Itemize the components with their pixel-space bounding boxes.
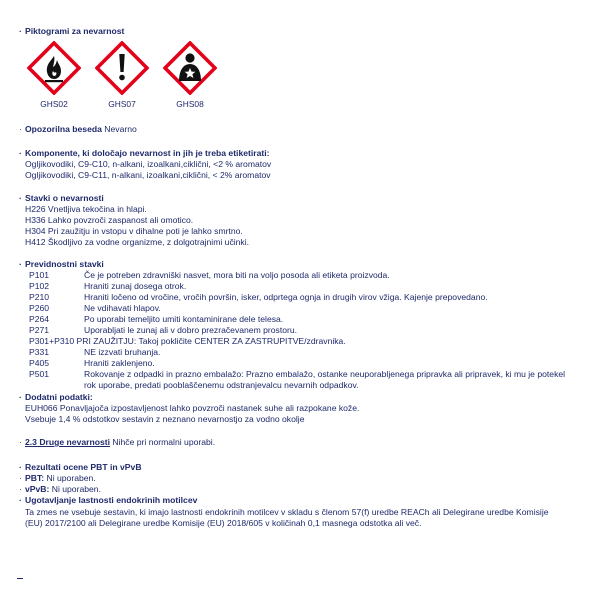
hazard-line: H412 Škodljivo za vodne organizme, z dolgotrajnimi učinki. xyxy=(25,237,250,247)
endocrine-heading: · Ugotavljanje lastnosti endokrinih motilcev xyxy=(19,495,198,505)
endocrine-line: Ta zmes ne vsebuje sestavin, ki imajo lastnosti endokrinih motilcev v skladu s členom 57(f) uredbe REACh ali Delegirane uredbe Komisije xyxy=(25,507,549,517)
health-hazard-icon xyxy=(163,41,217,95)
precaution-heading: · Previdnostni stavki xyxy=(19,259,104,269)
vpvb-line: · vPvB: Ni uporaben. xyxy=(19,484,101,494)
exclamation-icon xyxy=(95,41,149,95)
endocrine-line: (EU) 2017/2100 ali Delegirane uredbe Komisije (EU) 2018/605 v količinah 0,1 masnega odstotka ali več. xyxy=(25,518,422,528)
pictogram-row xyxy=(27,41,591,110)
pictograms-heading: · Piktogrami za nevarnost xyxy=(19,26,125,36)
precaution-row: P102 Hraniti zunaj dosega otrok. xyxy=(29,281,187,291)
precaution-row: P101 Če je potreben zdravniški nasvet, mora biti na voljo posoda ali etiketa proizvoda. xyxy=(29,270,390,280)
pictogram-code: GHS07 xyxy=(108,99,136,109)
hazard-heading: · Stavki o nevarnosti xyxy=(19,193,104,203)
hazard-line: H336 Lahko povzroči zaspanost ali omotico. xyxy=(25,215,194,225)
pictogram-code: GHS02 xyxy=(40,99,68,109)
precaution-row: P260 Ne vdihavati hlapov. xyxy=(29,303,161,313)
components-heading: · Komponente, ki določajo nevarnost in jih je treba etiketirati: xyxy=(19,148,270,158)
pictogram-ghs07 xyxy=(95,41,149,110)
other-hazards: · 2.3 Druge nevarnosti Nihče pri normalni uporabi. xyxy=(19,437,216,447)
precaution-row: P210 Hraniti ločeno od vročine, vročih površin, isker, odprtega ognja in drugih virov vžiga. Kajenje prepovedano. xyxy=(29,292,488,302)
additional-heading: · Dodatni podatki: xyxy=(19,392,93,402)
precaution-row: P264 Po uporabi temeljito umiti kontaminirane dele telesa. xyxy=(29,314,284,324)
hazard-line: H304 Pri zaužitju in vstopu v dihalne poti je lahko smrtno. xyxy=(25,226,243,236)
component-line: Ogljikovodiki, C9-C10, n-alkani, izoalkani,ciklični, <2 % aromatov xyxy=(25,159,272,169)
hazard-line: H226 Vnetljiva tekočina in hlapi. xyxy=(25,204,147,214)
pictogram-ghs02 xyxy=(27,41,81,110)
flame-icon xyxy=(27,41,81,95)
component-line: Ogljikovodiki, C9-C11, n-alkani, izoalkani,ciklični, < 2% aromatov xyxy=(25,170,271,180)
precaution-combined: P301+P310 PRI ZAUŽITJU: Takoj pokličite CENTER ZA ZASTRUPITVE/zdravnika. xyxy=(29,336,346,346)
precaution-row: P501 Rokovanje z odpadki in prazno embalažo: Prazno embalažo, ostanke neuporabljenega pripravka ali pripravek, ki mu je potekel xyxy=(29,369,566,379)
precaution-row: P331 NE izzvati bruhanja. xyxy=(29,347,161,357)
pictogram-code: GHS08 xyxy=(176,99,204,109)
pbt-line: · PBT: Ni uporaben. xyxy=(19,473,96,483)
pictogram-ghs08 xyxy=(163,41,217,110)
additional-line: Vsebuje 1,4 % odstotkov sestavin z neznano nevarnostjo za vodno okolje xyxy=(25,414,305,424)
sds-section-2 xyxy=(21,26,591,529)
precaution-row: P405 Hraniti zaklenjeno. xyxy=(29,358,155,368)
precaution-row: P271 Uporabljati le zunaj ali v dobro prezračevanem prostoru. xyxy=(29,325,298,335)
precaution-row-cont: rok uporabe, predati pooblaščenemu odstranjevalcu nevarnih odpadkov. xyxy=(84,380,359,390)
additional-line: EUH066 Ponavljajoča izpostavljenost lahko povzroči nastanek suhe ali razpokane kože. xyxy=(25,403,360,413)
page-mark xyxy=(17,578,23,579)
signal-word: · Opozorilna beseda Nevarno xyxy=(19,124,137,134)
pbt-heading: · Rezultati ocene PBT in vPvB xyxy=(19,462,142,472)
